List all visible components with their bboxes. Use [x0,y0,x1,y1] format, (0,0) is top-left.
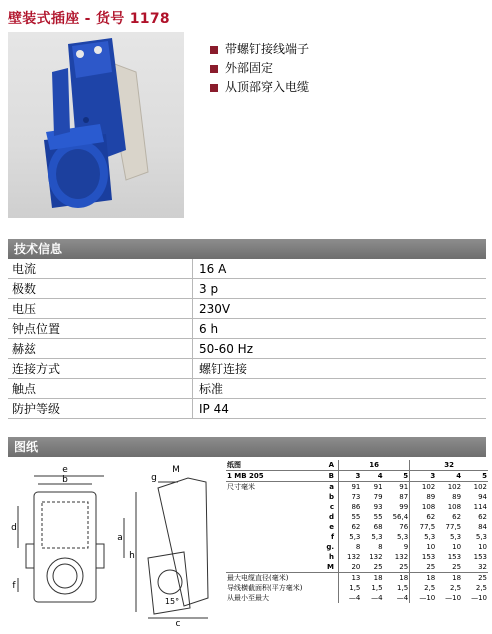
spec-label: 钟点位置 [8,319,193,339]
table-row: 最大电缆直径(毫米) 13 18 18 18 18 25 [227,574,487,582]
table-row: 1 MB 205 B 3 4 5 3 4 5 [227,472,487,480]
feature-item: 带螺钉接线端子 [210,40,309,59]
spec-label: 电压 [8,299,193,319]
bullet-icon [210,65,218,73]
spec-label: 电流 [8,259,193,279]
table-row: e 62 68 76 77,5 77,5 84 [329,523,487,531]
dim-label: g [151,473,157,483]
dim-label: e [62,465,68,475]
table-row: f 5,3 5,3 5,3 5,3 5,3 5,3 [330,533,487,541]
spec-value: 螺钉连接 [193,359,487,379]
table-row [8,379,486,399]
table-row [8,359,486,379]
spec-value: IP 44 [193,399,487,419]
product-photo [8,32,184,218]
spec-label: 赫兹 [8,339,193,359]
tech-info-header: 技术信息 [8,239,486,259]
table-row [8,399,486,419]
spec-value: 50-60 Hz [193,339,487,359]
spec-label: 触点 [8,379,193,399]
table-row: b 73 79 87 89 89 94 [328,493,487,501]
table-row: 尺寸毫米 a 91 91 91 102 102 102 [227,483,487,491]
dim-label: h [129,551,135,561]
dim-label: d [11,523,17,533]
feature-list [210,40,309,97]
table-row [8,259,486,279]
dim-label: c [175,619,181,628]
dim-label: b [62,475,68,485]
table-row: 从最小至最大 —4 —4 —4 —10 —10 —10 [227,594,487,602]
table-row: d 55 55 56,4 62 62 62 [328,513,487,521]
bullet-icon [210,84,218,92]
table-row [8,279,486,299]
spec-value: 标准 [193,379,487,399]
feature-item: 外部固定 [210,59,309,78]
feature-item: 从顶部穿入电缆 [210,78,309,97]
spec-value: 6 h [193,319,487,339]
spec-label: 极数 [8,279,193,299]
table-row: 纸图 A 16 32 [226,460,488,471]
technical-drawing [8,458,222,628]
table-row: h 132 132 132 153 153 153 [329,553,487,561]
spec-value: 230V [193,299,487,319]
drawing-header: 图纸 [8,437,486,457]
table-row [8,339,486,359]
spec-value: 16 A [193,259,487,279]
table-row [8,319,486,339]
spec-label: 连接方式 [8,359,193,379]
spec-label: 防护等级 [8,399,193,419]
bullet-icon [210,46,218,54]
page-title: 壁装式插座 - 货号 1178 [8,11,170,27]
spec-value: 3 p [193,279,487,299]
dimension-table [226,460,488,603]
table-row: 导线横截面积(平方毫米) 1,5 1,5 1,5 2,5 2,5 2,5 [227,584,487,592]
dim-label: f [12,581,16,591]
dim-label: 15° [164,597,180,606]
table-row: g. 8 8 9 10 10 10 [326,543,487,551]
dim-label: M [172,465,180,475]
table-row [8,299,486,319]
table-row: c 86 93 99 108 108 114 [329,503,487,511]
spec-table [8,259,486,419]
table-row: M 20 25 25 25 25 32 [226,562,488,573]
dim-label: a [117,533,123,543]
